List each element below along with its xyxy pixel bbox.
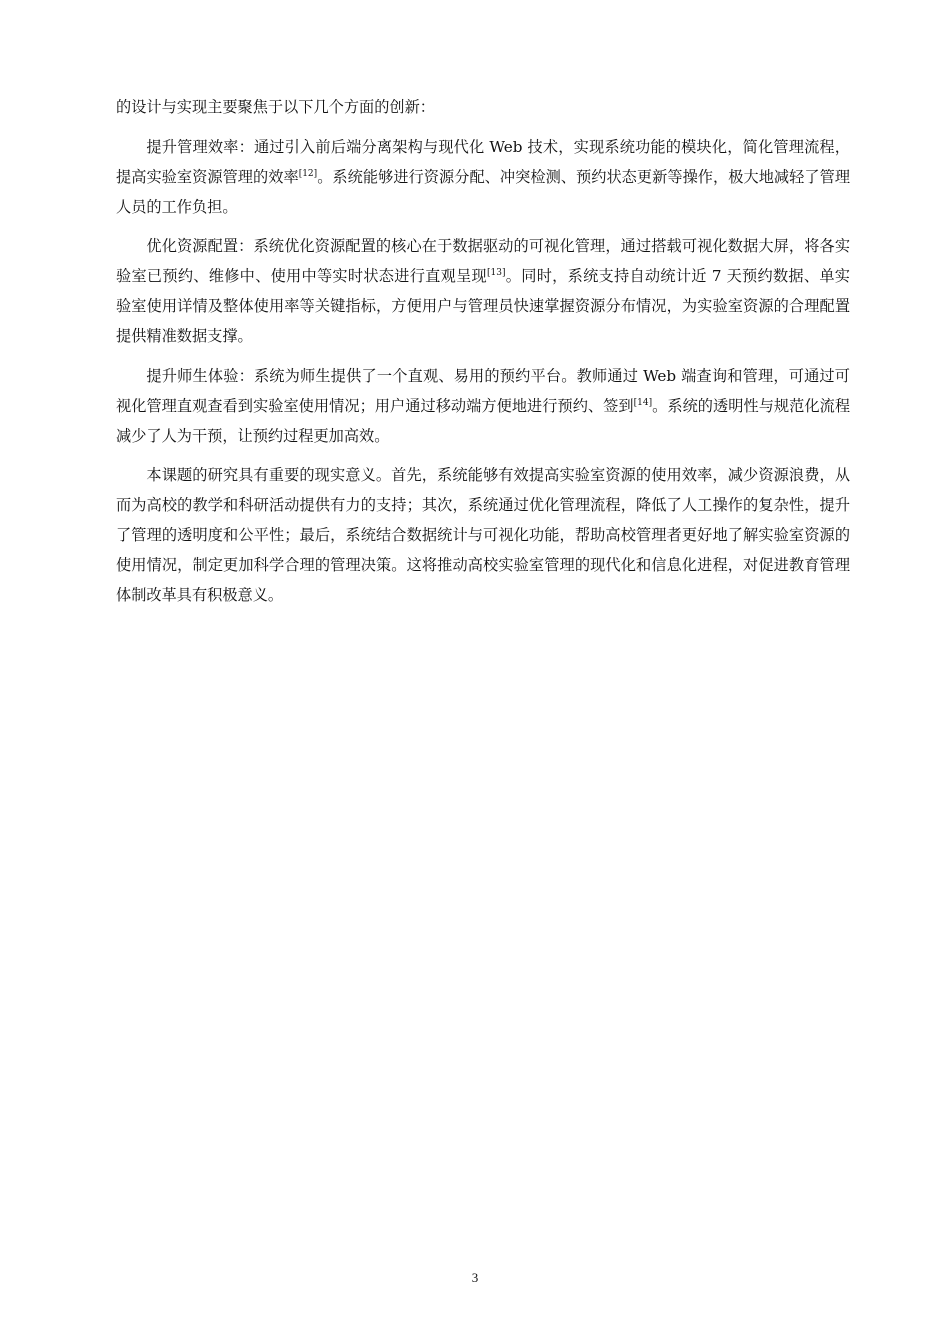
- body-text: [116, 92, 850, 620]
- citation-marker[interactable]: [14]: [633, 397, 653, 408]
- paragraph-intro-continuation: [116, 92, 850, 122]
- paragraph-text: 本课题的研究具有重要的现实意义。首先，系统能够有效提高实验室资源的使用效率，减少资源浪费，从而为高校的教学和科研活动提供有力的支持；其次，系统通过优化管理流程，降低了人工操作的复杂性，提升了管理的透明度和公平性；最后，系统结合数据统计与可视化功能，帮助高校管理者更好地了解实验室资源的使用情况，制定更加科学合理的管理决策。这将推动高校实验室管理的现代化和信息化进程，对促进教育管理体制改革具有积极意义。: [116, 466, 850, 604]
- citation-marker[interactable]: [12]: [298, 168, 318, 179]
- paragraph-text: 提升师生体验：系统为师生提供了一个直观、易用的预约平台。教师通过 Web 端查询和管理，可通过可视化管理直观查看到实验室使用情况；用户通过移动端方便地进行预约、签到: [116, 366, 850, 415]
- citation-marker[interactable]: [13]: [487, 267, 506, 278]
- page-number: 3: [471, 1270, 479, 1285]
- paragraph-text: 。同时，系统支持自动统计近 7 天预约数据、单实验室使用详情及整体使用率等关键指标，方便用户与管理员快速掌握资源分布情况，为实验室资源的合理配置提供精准数据支撑。: [116, 267, 850, 345]
- paragraph-text: 的设计与实现主要聚焦于以下几个方面的创新：: [116, 98, 435, 116]
- paragraph-management-efficiency: [116, 132, 850, 222]
- paragraph-text: 提升管理效率：通过引入前后端分离架构与现代化 Web 技术，实现系统功能的模块化，简化管理流程，提高实验室资源管理的效率: [116, 137, 850, 186]
- paragraph-text: 优化资源配置：系统优化资源配置的核心在于数据驱动的可视化管理，通过搭载可视化数据大屏，将各实验室已预约、维修中、使用中等实时状态进行直观呈现: [116, 237, 850, 285]
- paragraph-text: 。系统的透明性与规范化流程减少了人为干预，让预约过程更加高效。: [116, 396, 851, 445]
- paragraph-user-experience: [116, 361, 850, 451]
- paragraph-text: 。系统能够进行资源分配、冲突检测、预约状态更新等操作，极大地减轻了管理人员的工作负担。: [116, 167, 851, 216]
- paragraph-resource-allocation: [116, 231, 850, 351]
- paragraph-significance: [116, 460, 850, 610]
